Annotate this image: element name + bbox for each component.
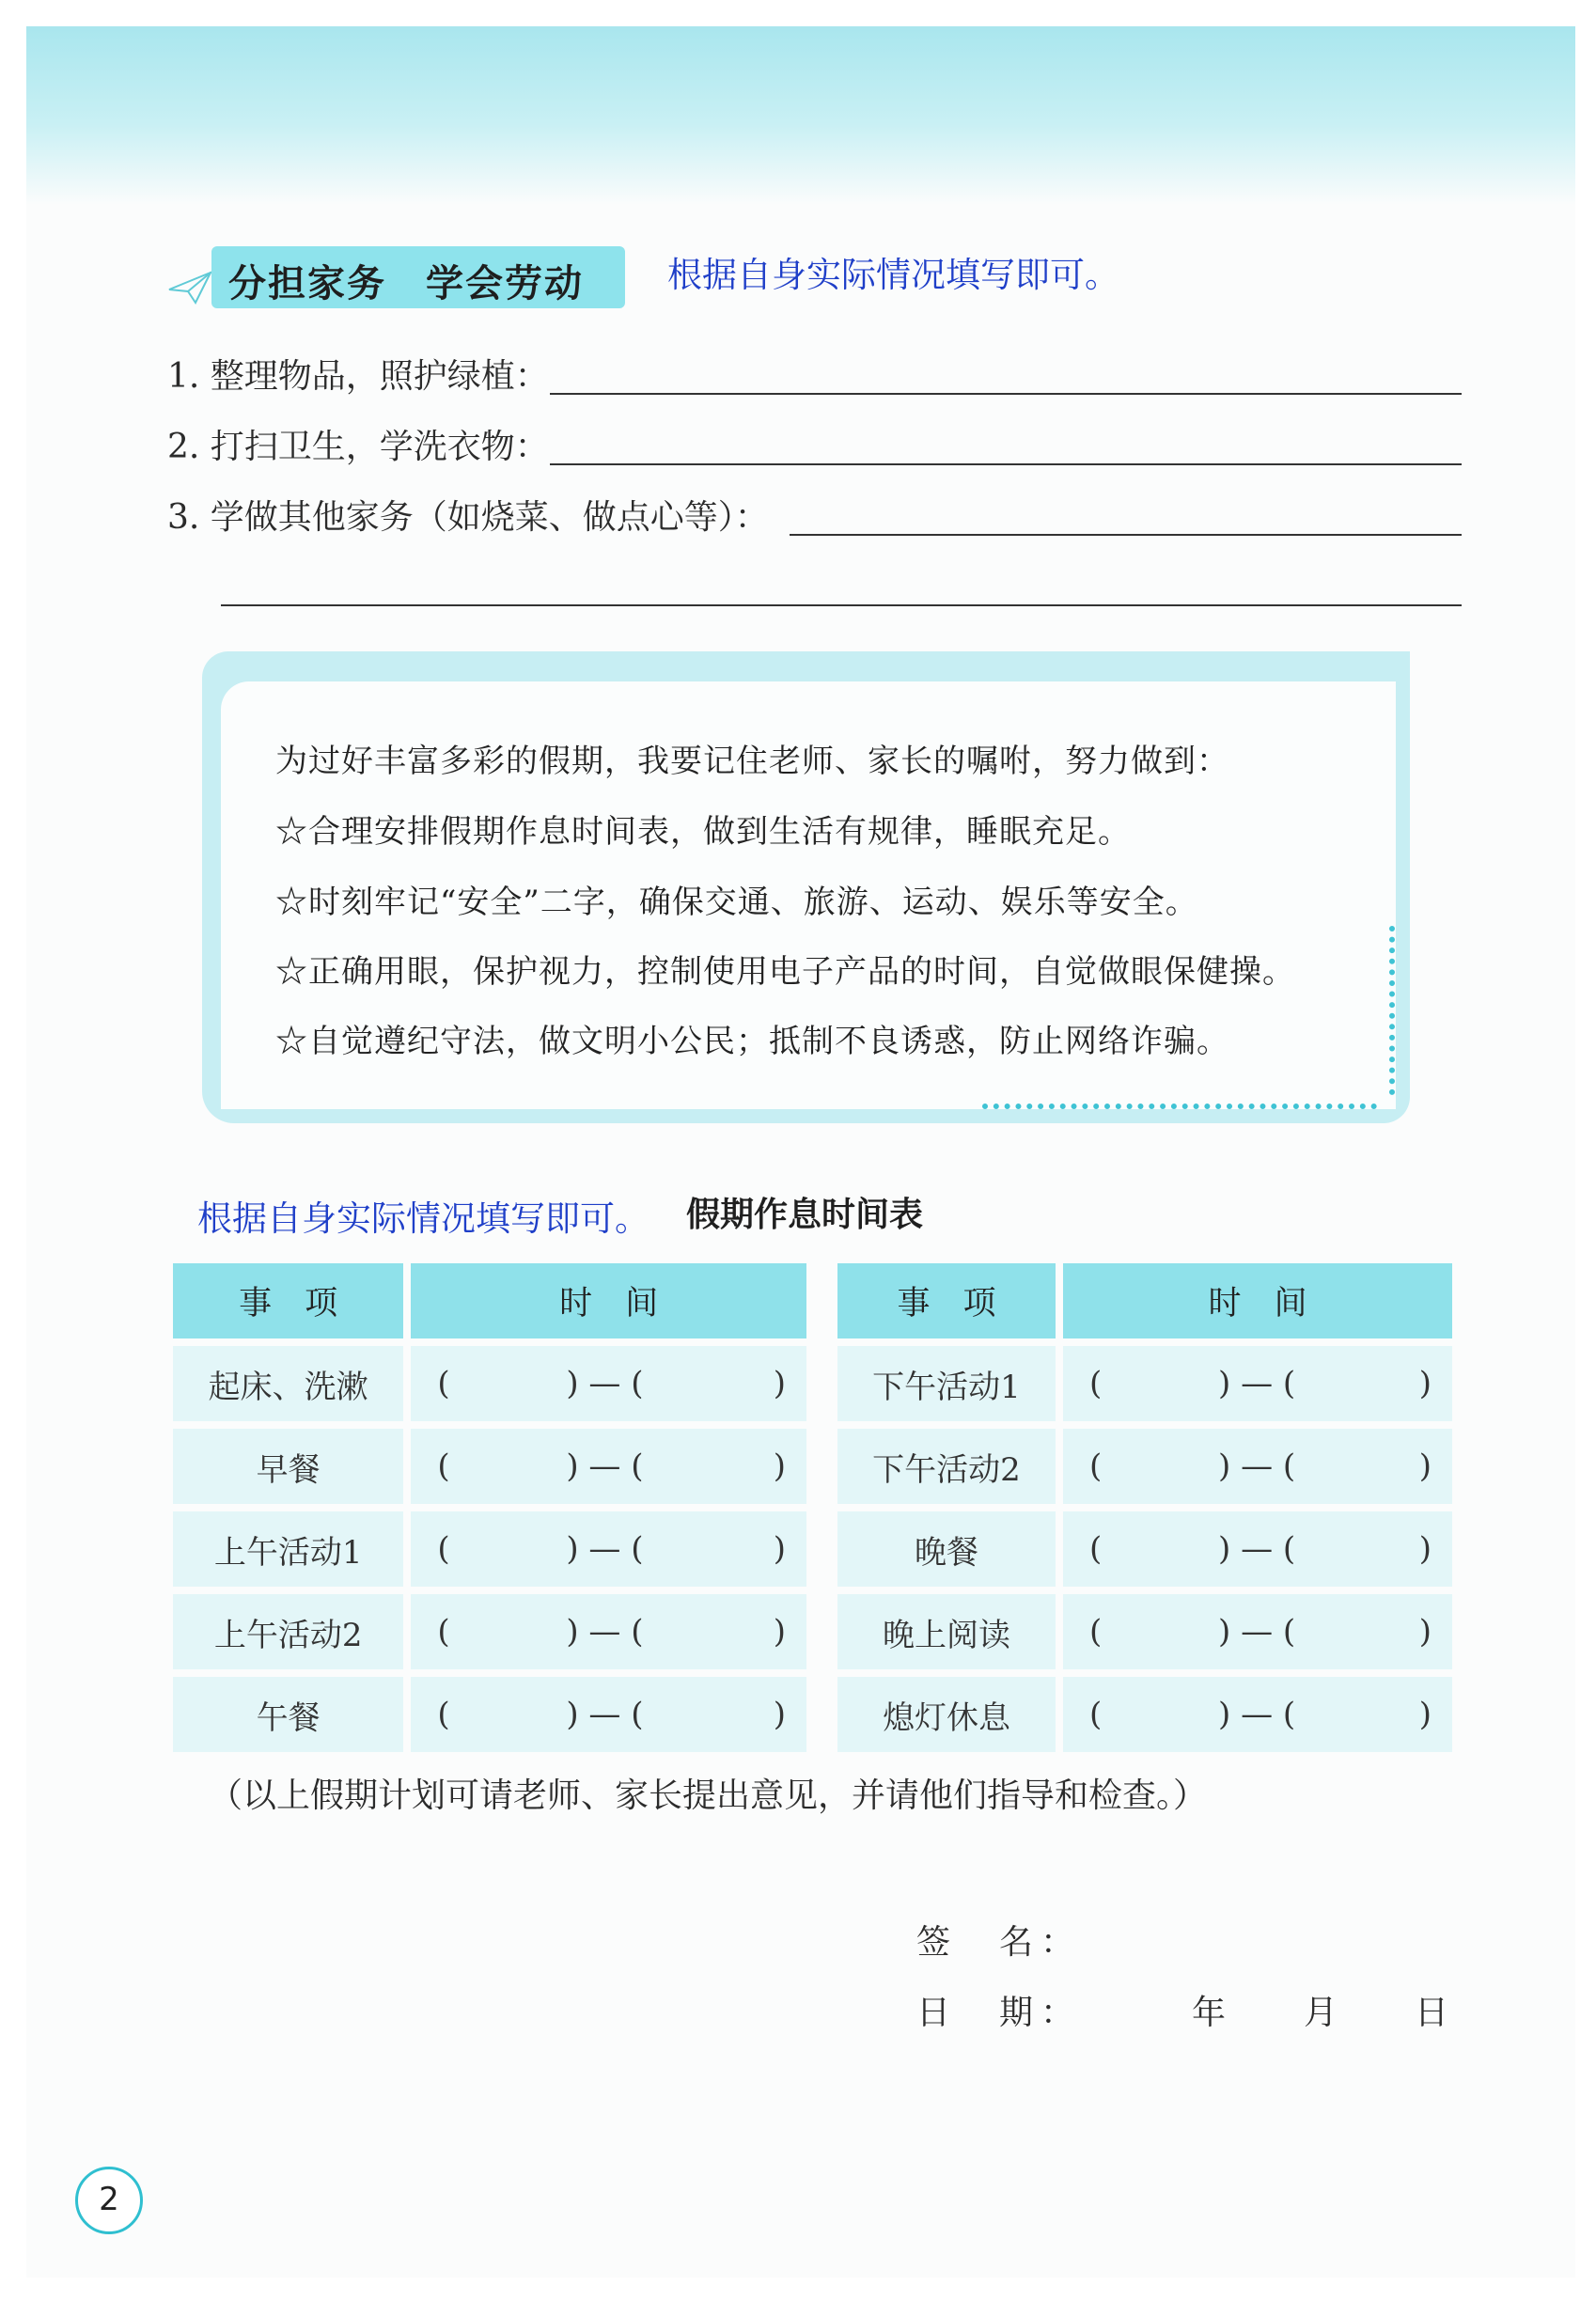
tips-intro: 为过好丰富多彩的假期，我要记住老师、家长的嘱咐，努力做到： [275, 743, 1229, 780]
date-day-label: 日 [1415, 1994, 1449, 2032]
schedule-table-left [165, 1256, 814, 1760]
paper-plane-icon [167, 269, 212, 306]
time-range-input[interactable]: ( ) — ( ) [1063, 1511, 1452, 1587]
schedule-answer-note: 根据自身实际情况填写即可。 [197, 1198, 649, 1239]
tip-item: ☆正确用眼，保护视力，控制使用电子产品的时间，自觉做眼保健操。 [275, 953, 1295, 991]
time-range-input[interactable]: ( ) — ( ) [411, 1346, 806, 1421]
signature-field[interactable] [1053, 1957, 1447, 1959]
column-header-time: 时 间 [1063, 1263, 1452, 1338]
task-1-answer-line[interactable] [550, 393, 1462, 395]
time-range-input[interactable]: ( ) — ( ) [411, 1429, 806, 1504]
activity-name: 熄灯休息 [837, 1677, 1056, 1752]
page-number: 2 [75, 2167, 143, 2234]
table-row [173, 1511, 806, 1587]
date-label: 日 期： [916, 1994, 1083, 2032]
activity-name: 起床、洗漱 [173, 1346, 403, 1421]
table-row [837, 1594, 1452, 1669]
date-year-label: 年 [1192, 1994, 1227, 2032]
time-range-input[interactable]: ( ) — ( ) [411, 1594, 806, 1669]
schedule-title: 假期作息时间表 [686, 1196, 924, 1234]
table-row [837, 1429, 1452, 1504]
table-row [173, 1429, 806, 1504]
table-row [173, 1594, 806, 1669]
activity-name: 晚上阅读 [837, 1594, 1056, 1669]
activity-name: 下午活动2 [837, 1429, 1056, 1504]
activity-name: 上午活动2 [173, 1594, 403, 1669]
time-range-input[interactable]: ( ) — ( ) [411, 1511, 806, 1587]
column-header-time: 时 间 [411, 1263, 806, 1338]
top-gradient-band [26, 26, 1575, 205]
time-range-input[interactable]: ( ) — ( ) [1063, 1346, 1452, 1421]
table-row [173, 1677, 806, 1752]
task-item-2: 2. 打扫卫生，学洗衣物： [167, 428, 549, 466]
activity-name: 下午活动1 [837, 1346, 1056, 1421]
time-range-input[interactable]: ( ) — ( ) [411, 1677, 806, 1752]
task-item-1: 1. 整理物品，照护绿植： [167, 357, 549, 396]
schedule-table-right [830, 1256, 1460, 1760]
time-range-input[interactable]: ( ) — ( ) [1063, 1429, 1452, 1504]
task-2-answer-line[interactable] [550, 463, 1462, 465]
column-header-item: 事 项 [837, 1263, 1056, 1338]
table-row [837, 1511, 1452, 1587]
tip-item: ☆合理安排假期作息时间表，做到生活有规律，睡眠充足。 [275, 813, 1131, 851]
tip-item: ☆自觉遵纪守法，做文明小公民；抵制不良诱惑，防止网络诈骗。 [275, 1023, 1229, 1060]
column-header-item: 事 项 [173, 1263, 403, 1338]
section-title: 分担家务 学会劳动 [228, 262, 584, 305]
time-range-input[interactable]: ( ) — ( ) [1063, 1594, 1452, 1669]
task-3-answer-line[interactable] [790, 534, 1462, 536]
dotted-border-decoration [1389, 926, 1400, 1095]
activity-name: 晚餐 [837, 1511, 1056, 1587]
activity-name: 早餐 [173, 1429, 403, 1504]
table-row [173, 1346, 806, 1421]
signature-label: 签 名： [916, 1923, 1083, 1962]
schedule-footnote: （以上假期计划可请老师、家长提出意见，并请他们指导和检查。） [209, 1777, 1208, 1815]
date-month-label: 月 [1304, 1994, 1338, 2032]
activity-name: 上午活动1 [173, 1511, 403, 1587]
table-row [837, 1346, 1452, 1421]
dotted-border-decoration [982, 1104, 1377, 1109]
handwritten-answer-note: 根据自身实际情况填写即可。 [667, 255, 1119, 295]
activity-name: 午餐 [173, 1677, 403, 1752]
tip-item: ☆时刻牢记“安全”二字，确保交通、旅游、运动、娱乐等安全。 [275, 884, 1198, 921]
table-row [837, 1677, 1452, 1752]
section-title-badge [211, 246, 625, 308]
time-range-input[interactable]: ( ) — ( ) [1063, 1677, 1452, 1752]
task-item-3: 3. 学做其他家务（如烧菜、做点心等）： [167, 498, 769, 537]
task-3-answer-line-2[interactable] [221, 604, 1462, 606]
